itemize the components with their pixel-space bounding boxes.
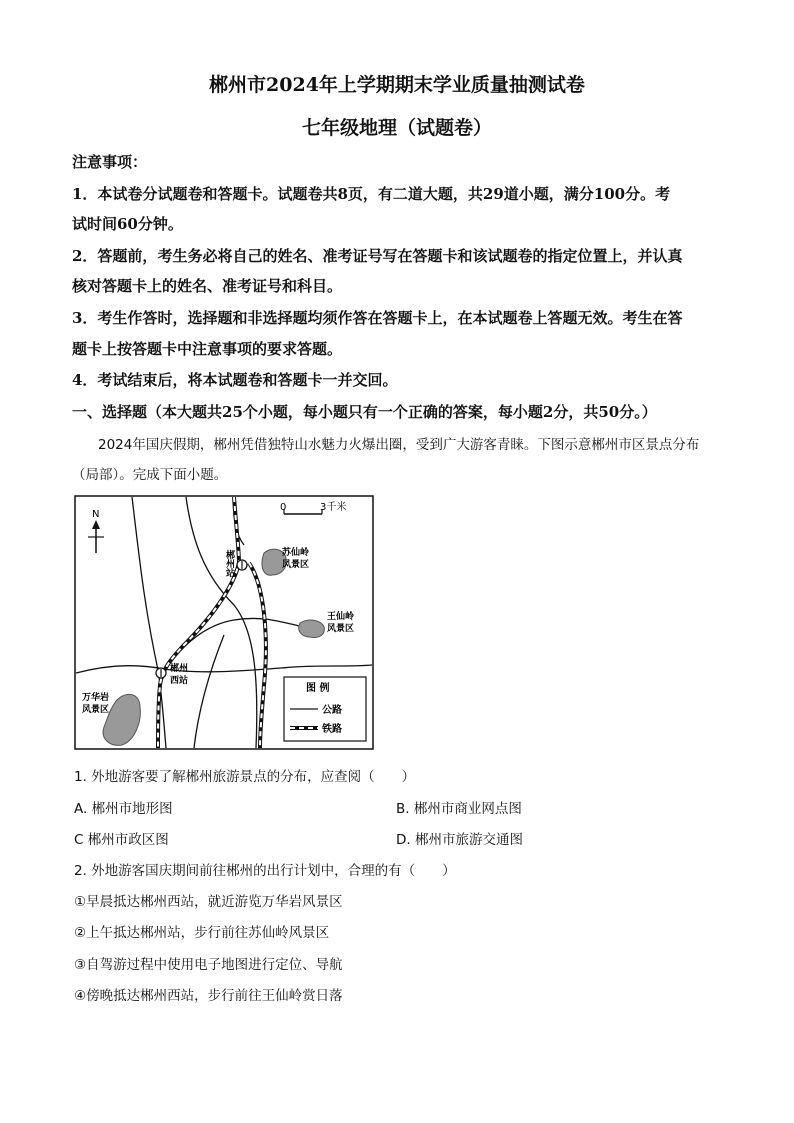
station-north-icon bbox=[237, 560, 247, 570]
q1-option-c: C 郴州市政区图 bbox=[74, 832, 169, 848]
notes-heading: 注意事项： bbox=[72, 153, 148, 171]
intro-line-1: 2024年国庆假期，郴州凭借独特山水魅力火爆出圈，受到广大游客青睐。下图示意郴州市区景点分布 bbox=[98, 437, 700, 453]
note-2-line-2: 核对答题卡上的姓名、准考证号和科目。 bbox=[72, 277, 343, 295]
section-heading: 一、选择题（本大题共25个小题，每小题只有一个正确的答案，每小题2分，共50分。） bbox=[72, 403, 657, 421]
wangxian-scenic-area bbox=[299, 620, 325, 637]
station-west-label-2: 西站 bbox=[170, 676, 189, 686]
note-1-line-1: 1．本试卷分试题卷和答题卡。试题卷共8页，有二道大题，共29道小题，满分100分。考 bbox=[72, 185, 671, 203]
legend-rail-label: 铁路 bbox=[322, 724, 342, 735]
q2-stem: 2. 外地游客国庆期间前往郴州的出行计划中，合理的有（ ） bbox=[74, 863, 456, 879]
station-north-label: 郴州站 bbox=[224, 550, 234, 577]
scenic-map bbox=[74, 495, 374, 750]
intro-line-2: （局部）。完成下面小题。 bbox=[72, 467, 228, 483]
exam-subtitle: 七年级地理（试题卷） bbox=[301, 117, 492, 139]
north-label: N bbox=[92, 509, 100, 520]
q2-item-4: ④傍晚抵达郴州西站，步行前往王仙岭赏日落 bbox=[74, 988, 343, 1004]
q2-item-3: ③自驾游过程中使用电子地图进行定位、导航 bbox=[74, 957, 343, 973]
wanhua-label-1: 万华岩 bbox=[82, 693, 110, 703]
note-3-line-2: 题卡上按答题卡中注意事项的要求答题。 bbox=[72, 340, 343, 358]
scale-value: 3千米 bbox=[320, 502, 347, 513]
note-1-line-2: 试时间60分钟。 bbox=[72, 215, 183, 233]
legend-title: 图 例 bbox=[306, 683, 330, 694]
q1-stem: 1. 外地游客要了解郴州旅游景点的分布，应查阅（ ） bbox=[74, 769, 416, 785]
suxian-label-1: 苏仙岭 bbox=[282, 548, 310, 558]
wanhua-label-2: 风景区 bbox=[82, 705, 110, 715]
q1-option-d: D. 郴州市旅游交通图 bbox=[396, 832, 523, 848]
suxian-label-2: 风景区 bbox=[282, 560, 310, 570]
legend-road-label: 公路 bbox=[322, 705, 342, 716]
note-3-line-1: 3．考生作答时，选择题和非选择题均须作答在答题卡上，在本试题卷上答题无效。考生在答 bbox=[72, 309, 683, 327]
note-4-line-1: 4．考试结束后，将本试题卷和答题卡一并交回。 bbox=[72, 371, 398, 389]
note-2-line-1: 2．答题前，考生务必将自己的姓名、准考证号写在答题卡和该试题卷的指定位置上，并认真 bbox=[72, 247, 683, 265]
scale-zero: 0 bbox=[280, 502, 287, 513]
wangxian-label-1: 王仙岭 bbox=[327, 612, 355, 622]
station-west-icon bbox=[156, 668, 166, 678]
exam-title: 郴州市2024年上学期期末学业质量抽测试卷 bbox=[209, 74, 585, 96]
station-west-label-1: 郴州 bbox=[170, 664, 189, 674]
q2-item-2: ②上午抵达郴州站，步行前往苏仙岭风景区 bbox=[74, 925, 330, 941]
wangxian-label-2: 风景区 bbox=[327, 624, 355, 634]
q1-option-b: B. 郴州市商业网点图 bbox=[396, 801, 522, 817]
q1-option-a: A. 郴州市地形图 bbox=[74, 801, 173, 817]
q2-item-1: ①早晨抵达郴州西站，就近游览万华岩风景区 bbox=[74, 894, 343, 910]
